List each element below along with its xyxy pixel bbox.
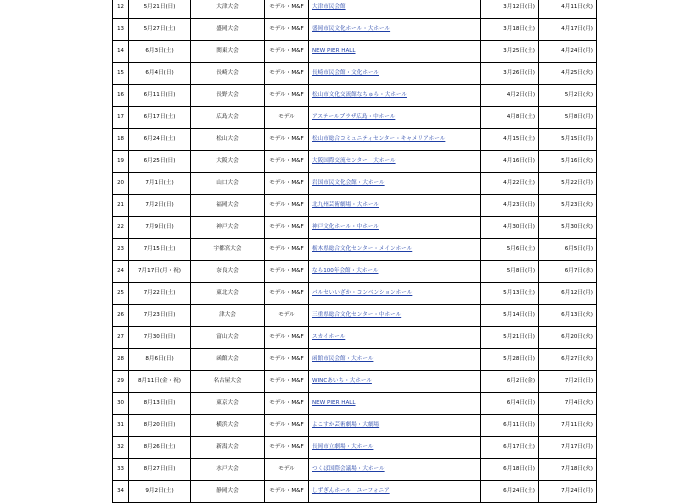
entry-deadline-date-cell: 4月17日(月)	[539, 19, 597, 41]
row-number-cell: 12	[113, 0, 129, 19]
venue-link[interactable]: 盛岡市民文化ホール・大ホール	[312, 26, 391, 32]
event-date-cell: 6月4日(日)	[129, 63, 191, 85]
event-category-cell: モデル・M&F	[265, 217, 309, 239]
entry-start-date-cell: 4月2日(日)	[481, 85, 539, 107]
row-number-cell: 24	[113, 261, 129, 283]
entry-deadline-date-cell: 4月25日(火)	[539, 63, 597, 85]
venue-link[interactable]: 三重県総合文化センター・中ホール	[312, 312, 402, 318]
entry-deadline-date-cell: 4月11日(火)	[539, 0, 597, 19]
venue-link-cell	[309, 283, 481, 305]
event-name-cell: 長野大会	[191, 85, 265, 107]
event-name-cell: 津大会	[191, 305, 265, 327]
row-number-cell: 17	[113, 107, 129, 129]
row-number-cell: 15	[113, 63, 129, 85]
venue-link[interactable]: 長崎市民会館・文化ホール	[312, 70, 380, 76]
event-date-cell: 7月2日(日)	[129, 195, 191, 217]
event-category-cell: モデル・M&F	[265, 349, 309, 371]
event-category-cell: モデル・M&F	[265, 41, 309, 63]
entry-deadline-date-cell: 6月7日(水)	[539, 261, 597, 283]
event-name-cell: 宇都宮大会	[191, 239, 265, 261]
entry-deadline-date-cell: 5月2日(火)	[539, 85, 597, 107]
entry-deadline-date-cell: 6月20日(火)	[539, 327, 597, 349]
event-category-cell: モデル・M&F	[265, 173, 309, 195]
event-name-cell: 大阪大会	[191, 151, 265, 173]
venue-link-cell	[309, 107, 481, 129]
event-name-cell: 函館大会	[191, 349, 265, 371]
row-number-cell: 13	[113, 19, 129, 41]
event-date-cell: 8月6日(日)	[129, 349, 191, 371]
entry-deadline-date-cell: 5月30日(火)	[539, 217, 597, 239]
entry-start-date-cell: 3月25日(土)	[481, 41, 539, 63]
venue-link[interactable]: 神戸文化ホール・中ホール	[312, 224, 379, 230]
table-row	[113, 217, 597, 239]
event-name-cell: 東北大会	[191, 283, 265, 305]
event-category-cell: モデル・M&F	[265, 371, 309, 393]
entry-deadline-date-cell: 6月5日(月)	[539, 239, 597, 261]
event-date-cell: 7月22日(土)	[129, 283, 191, 305]
event-name-cell: 大津大会	[191, 0, 265, 19]
event-date-cell: 5月27日(土)	[129, 19, 191, 41]
row-number-cell: 26	[113, 305, 129, 327]
event-date-cell: 6月25日(日)	[129, 151, 191, 173]
event-date-cell: 8月26日(土)	[129, 437, 191, 459]
entry-start-date-cell: 5月14日(日)	[481, 305, 539, 327]
entry-deadline-date-cell: 5月16日(火)	[539, 151, 597, 173]
row-number-cell: 23	[113, 239, 129, 261]
event-date-cell: 7月23日(日)	[129, 305, 191, 327]
table-row	[113, 371, 597, 393]
entry-deadline-date-cell: 7月4日(火)	[539, 393, 597, 415]
venue-link[interactable]: 北九州芸術劇場・大ホール	[312, 202, 380, 208]
event-name-cell: 長崎大会	[191, 63, 265, 85]
row-number-cell: 20	[113, 173, 129, 195]
entry-start-date-cell: 3月18日(土)	[481, 19, 539, 41]
venue-link[interactable]: 長岡市立劇場・大ホール	[312, 444, 374, 450]
table-row	[113, 173, 597, 195]
venue-link-cell	[309, 41, 481, 63]
venue-link-cell	[309, 349, 481, 371]
venue-link-cell	[309, 415, 481, 437]
entry-deadline-date-cell: 4月24日(月)	[539, 41, 597, 63]
event-date-cell: 8月11日(金・祝)	[129, 371, 191, 393]
event-category-cell: モデル・M&F	[265, 151, 309, 173]
row-number-cell: 19	[113, 151, 129, 173]
schedule-rows	[113, 0, 597, 503]
event-category-cell: モデル・M&F	[265, 129, 309, 151]
event-date-cell: 5月21日(日)	[129, 0, 191, 19]
event-category-cell: モデル・M&F	[265, 85, 309, 107]
event-date-cell: 7月1日(土)	[129, 173, 191, 195]
table-row	[113, 283, 597, 305]
venue-link-cell	[309, 217, 481, 239]
event-name-cell: 松山大会	[191, 129, 265, 151]
entry-deadline-date-cell: 6月12日(月)	[539, 283, 597, 305]
entry-start-date-cell: 4月30日(日)	[481, 217, 539, 239]
event-category-cell: モデル・M&F	[265, 415, 309, 437]
entry-start-date-cell: 6月2日(金)	[481, 371, 539, 393]
venue-link[interactable]: つくば国際会議場・大ホール	[312, 466, 385, 472]
row-number-cell: 32	[113, 437, 129, 459]
entry-deadline-date-cell: 6月27日(火)	[539, 349, 597, 371]
entry-start-date-cell: 5月21日(日)	[481, 327, 539, 349]
event-name-cell: 静岡大会	[191, 481, 265, 503]
event-name-cell: 横浜大会	[191, 415, 265, 437]
event-date-cell: 7月30日(日)	[129, 327, 191, 349]
entry-start-date-cell: 6月11日(日)	[481, 415, 539, 437]
event-category-cell: モデル・M&F	[265, 0, 309, 19]
event-category-cell: モデル・M&F	[265, 239, 309, 261]
table-row	[113, 195, 597, 217]
venue-link[interactable]: アステールプラザ広島・中ホール	[312, 114, 396, 120]
venue-link[interactable]: 栃木県総合文化センター・メインホール	[312, 246, 413, 252]
table-row	[113, 19, 597, 41]
table-row	[113, 107, 597, 129]
table-row	[113, 151, 597, 173]
event-category-cell: モデル・M&F	[265, 481, 309, 503]
row-number-cell: 18	[113, 129, 129, 151]
venue-link[interactable]: 松山市総合コミュニティセンター・キャメリアホール	[312, 136, 446, 142]
event-category-cell: モデル・M&F	[265, 261, 309, 283]
table-row	[113, 349, 597, 371]
event-date-cell: 7月9日(日)	[129, 217, 191, 239]
event-name-cell: 富山大会	[191, 327, 265, 349]
row-number-cell: 22	[113, 217, 129, 239]
entry-deadline-date-cell: 7月2日(日)	[539, 371, 597, 393]
venue-link[interactable]: 岩国市民文化会館・大ホール	[312, 180, 385, 186]
table-row	[113, 261, 597, 283]
venue-link-cell	[309, 261, 481, 283]
event-name-cell: 新潟大会	[191, 437, 265, 459]
table-row	[113, 305, 597, 327]
entry-deadline-date-cell: 7月11日(火)	[539, 415, 597, 437]
event-date-cell: 6月11日(日)	[129, 85, 191, 107]
venue-link[interactable]: NEW PIER HALL	[312, 400, 356, 406]
table-row	[113, 41, 597, 63]
event-date-cell: 8月20日(日)	[129, 415, 191, 437]
entry-start-date-cell: 5月28日(日)	[481, 349, 539, 371]
entry-deadline-date-cell: 5月15日(月)	[539, 129, 597, 151]
venue-link-cell	[309, 173, 481, 195]
row-number-cell: 21	[113, 195, 129, 217]
venue-link-cell	[309, 195, 481, 217]
table-row	[113, 63, 597, 85]
event-name-cell: 盛岡大会	[191, 19, 265, 41]
entry-start-date-cell: 6月18日(日)	[481, 459, 539, 481]
venue-link[interactable]: パルセいいざか・コンベンションホール	[312, 290, 413, 296]
venue-link-cell	[309, 481, 481, 503]
row-number-cell: 34	[113, 481, 129, 503]
entry-start-date-cell: 3月26日(日)	[481, 63, 539, 85]
entry-start-date-cell: 5月8日(月)	[481, 261, 539, 283]
venue-link-cell	[309, 327, 481, 349]
venue-link-cell	[309, 305, 481, 327]
table-row	[113, 415, 597, 437]
event-date-cell: 6月17日(土)	[129, 107, 191, 129]
table-row	[113, 85, 597, 107]
table-row	[113, 129, 597, 151]
entry-deadline-date-cell: 5月8日(月)	[539, 107, 597, 129]
venue-link-cell	[309, 371, 481, 393]
venue-link-cell	[309, 63, 481, 85]
venue-link-cell	[309, 85, 481, 107]
event-date-cell: 6月24日(土)	[129, 129, 191, 151]
event-category-cell: モデル・M&F	[265, 327, 309, 349]
row-number-cell: 31	[113, 415, 129, 437]
venue-link-cell	[309, 0, 481, 19]
venue-link-cell	[309, 19, 481, 41]
event-date-cell: 7月17日(月・祝)	[129, 261, 191, 283]
venue-link[interactable]: よこすか芸術劇場・大劇場	[312, 422, 380, 428]
row-number-cell: 33	[113, 459, 129, 481]
venue-link[interactable]: しずぎんホール ユーフォニア	[312, 488, 390, 494]
entry-deadline-date-cell: 7月24日(月)	[539, 481, 597, 503]
entry-start-date-cell: 6月24日(土)	[481, 481, 539, 503]
event-name-cell: 関東大会	[191, 41, 265, 63]
event-category-cell: モデル	[265, 107, 309, 129]
event-name-cell: 奈良大会	[191, 261, 265, 283]
row-number-cell: 27	[113, 327, 129, 349]
row-number-cell: 29	[113, 371, 129, 393]
row-number-cell: 16	[113, 85, 129, 107]
row-number-cell: 28	[113, 349, 129, 371]
venue-link-cell	[309, 393, 481, 415]
table-row	[113, 0, 597, 19]
row-number-cell: 30	[113, 393, 129, 415]
event-date-cell: 9月2日(土)	[129, 481, 191, 503]
event-category-cell: モデル・M&F	[265, 283, 309, 305]
venue-link-cell	[309, 129, 481, 151]
entry-start-date-cell: 5月13日(土)	[481, 283, 539, 305]
venue-link[interactable]: 松山市文化交流館なちゅら・大ホール	[312, 92, 407, 98]
event-category-cell: モデル・M&F	[265, 393, 309, 415]
event-date-cell: 8月13日(日)	[129, 393, 191, 415]
event-name-cell: 水戸大会	[191, 459, 265, 481]
row-number-cell: 14	[113, 41, 129, 63]
schedule-table	[112, 0, 597, 503]
table-row	[113, 327, 597, 349]
venue-link[interactable]: 大阪国際交流センター 大ホール	[312, 158, 396, 164]
venue-link[interactable]: スカイホール	[312, 334, 346, 340]
event-category-cell: モデル・M&F	[265, 437, 309, 459]
event-date-cell: 6月3日(土)	[129, 41, 191, 63]
venue-link[interactable]: 函館市民会館・大ホール	[312, 356, 374, 362]
table-row	[113, 393, 597, 415]
event-name-cell: 広島大会	[191, 107, 265, 129]
event-category-cell: モデル	[265, 305, 309, 327]
event-category-cell: モデル	[265, 459, 309, 481]
event-date-cell: 8月27日(日)	[129, 459, 191, 481]
event-name-cell: 東京大会	[191, 393, 265, 415]
venue-link-cell	[309, 459, 481, 481]
entry-deadline-date-cell: 6月13日(火)	[539, 305, 597, 327]
venue-link[interactable]: なら100年会館・大ホール	[312, 268, 379, 274]
venue-link[interactable]: NEW PIER HALL	[312, 48, 356, 54]
table-row	[113, 481, 597, 503]
event-category-cell: モデル・M&F	[265, 195, 309, 217]
event-name-cell: 名古屋大会	[191, 371, 265, 393]
entry-deadline-date-cell: 5月23日(火)	[539, 195, 597, 217]
event-name-cell: 山口大会	[191, 173, 265, 195]
event-category-cell: モデル・M&F	[265, 19, 309, 41]
event-name-cell: 神戸大会	[191, 217, 265, 239]
entry-deadline-date-cell: 5月22日(月)	[539, 173, 597, 195]
venue-link[interactable]: WINCあいち・大ホール	[312, 378, 372, 384]
event-category-cell: モデル・M&F	[265, 63, 309, 85]
entry-start-date-cell: 3月12日(日)	[481, 0, 539, 19]
entry-start-date-cell: 4月23日(日)	[481, 195, 539, 217]
event-name-cell: 福岡大会	[191, 195, 265, 217]
entry-start-date-cell: 4月8日(土)	[481, 107, 539, 129]
entry-start-date-cell: 5月6日(土)	[481, 239, 539, 261]
venue-link[interactable]: 大津市民会館	[312, 4, 346, 10]
venue-link-cell	[309, 151, 481, 173]
table-row	[113, 239, 597, 261]
entry-deadline-date-cell: 7月17日(月)	[539, 437, 597, 459]
venue-link-cell	[309, 239, 481, 261]
table-row	[113, 459, 597, 481]
entry-start-date-cell: 4月16日(日)	[481, 151, 539, 173]
row-number-cell: 25	[113, 283, 129, 305]
entry-start-date-cell: 4月22日(土)	[481, 173, 539, 195]
entry-start-date-cell: 4月15日(土)	[481, 129, 539, 151]
entry-start-date-cell: 6月4日(日)	[481, 393, 539, 415]
entry-start-date-cell: 6月17日(土)	[481, 437, 539, 459]
entry-deadline-date-cell: 7月18日(火)	[539, 459, 597, 481]
event-date-cell: 7月15日(土)	[129, 239, 191, 261]
